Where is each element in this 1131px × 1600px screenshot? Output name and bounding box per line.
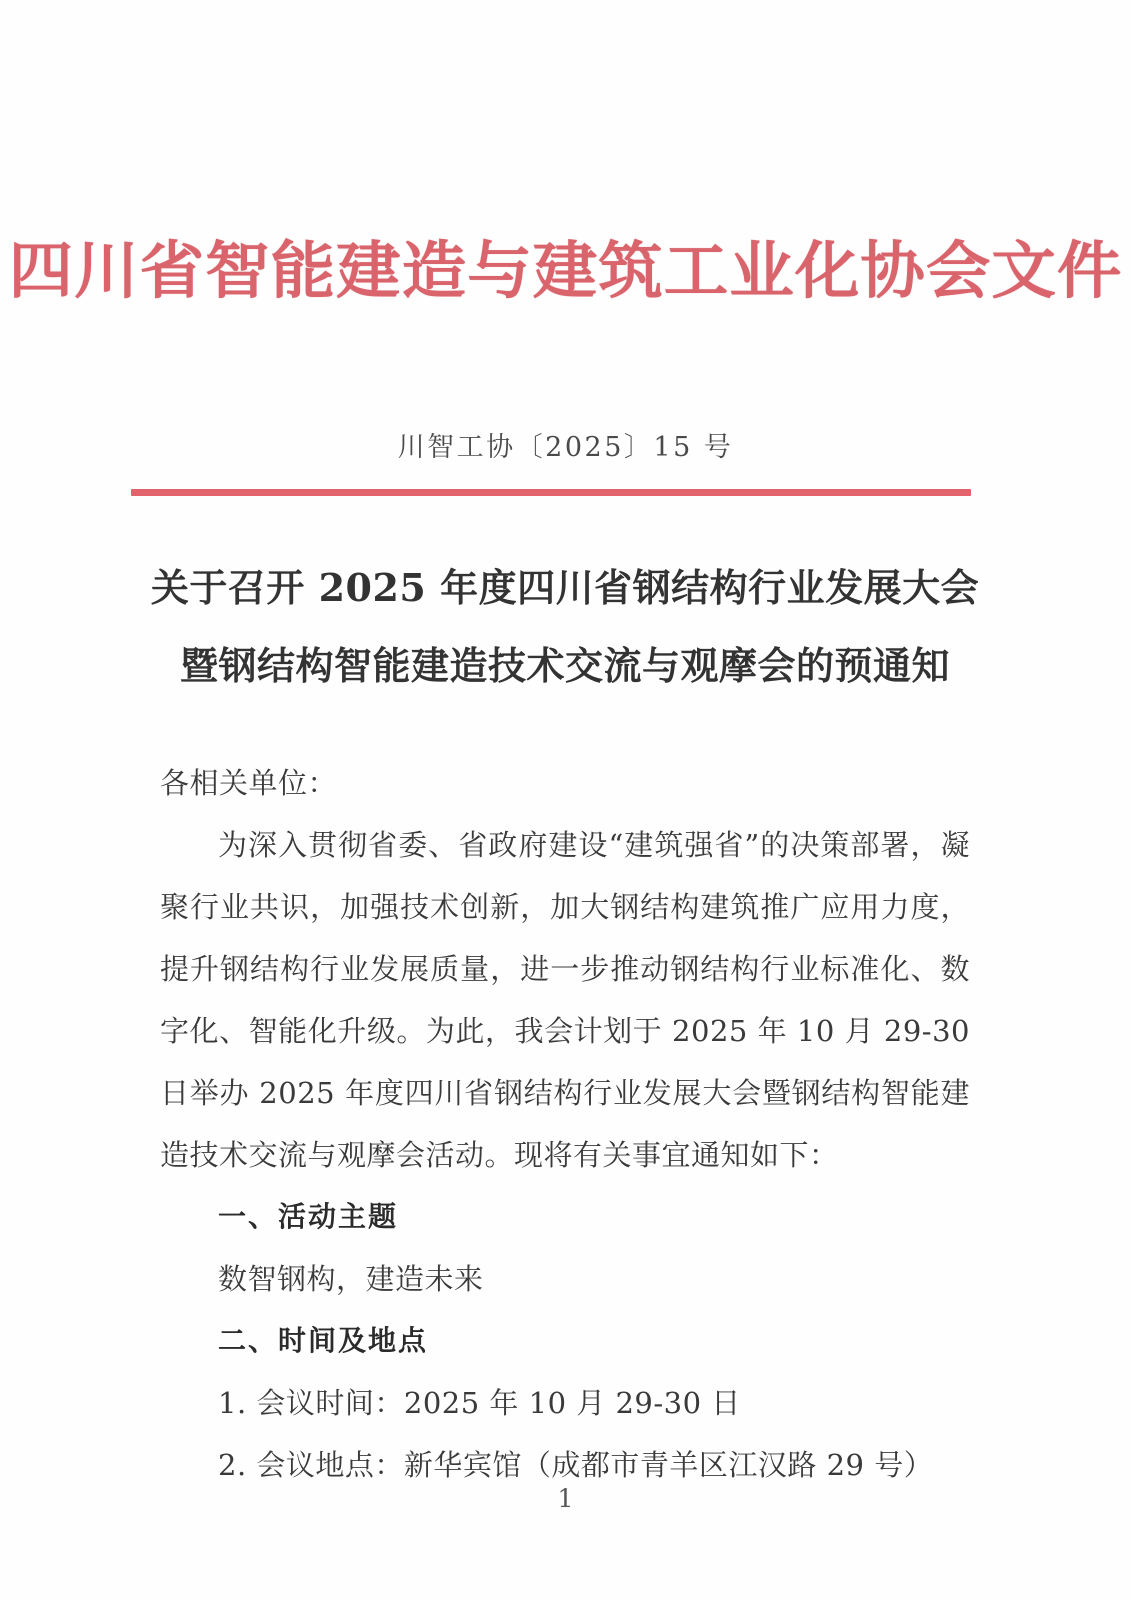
letterhead-title: 四川省智能建造与建筑工业化协会文件 (8, 234, 1123, 307)
section-heading-1: 一、活动主题 (218, 1200, 399, 1233)
document-body (160, 752, 970, 1496)
document-title (120, 549, 1010, 705)
document-title-line-2: 暨钢结构智能建造技术交流与观摩会的预通知 (179, 643, 950, 688)
section-2-item-1: 1. 会议时间：2025 年 10 月 29-30 日 (218, 1386, 741, 1420)
section-2-item-2: 2. 会议地点：新华宾馆（成都市青羊区江汉路 29 号） (218, 1448, 934, 1482)
page-number: 1 (557, 1484, 574, 1513)
letterhead (0, 236, 1131, 305)
section-1-content: 数智钢构，建造未来 (218, 1262, 484, 1296)
salutation: 各相关单位： (160, 766, 338, 800)
red-divider-rule (131, 489, 971, 496)
section-heading-2: 二、时间及地点 (218, 1324, 429, 1357)
body-paragraph-1: 为深入贯彻省委、省政府建设“建筑强省”的决策部署，凝聚行业共识，加强技术创新，加大钢结构建筑推广应用力度，提升钢结构行业发展质量，进一步推动钢结构行业标准化、数字化、智能化升级。为此，我会计划于 2025 年 10 月 29-30 日举办 2025 年度四川省钢结构行业发展大会暨钢结构智能建造技术交流与观摩会活动。现将有关事宜通知如下： (160, 828, 970, 1172)
document-number: 川智工协〔2025〕15 号 (397, 432, 734, 463)
document-title-line-1: 关于召开 2025 年度四川省钢结构行业发展大会 (150, 565, 980, 610)
